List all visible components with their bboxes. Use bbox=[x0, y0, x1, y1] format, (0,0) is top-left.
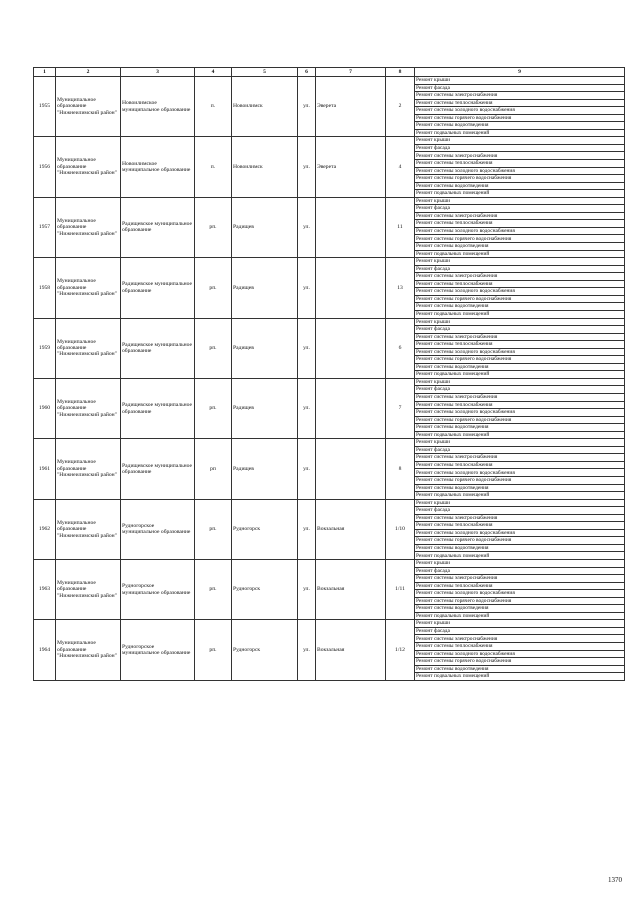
house-number-cell: 8 bbox=[386, 439, 415, 499]
street-type-cell: ул. bbox=[298, 560, 316, 620]
repair-work-cell: Ремонт фасада bbox=[415, 326, 625, 334]
header-cell-8: 8 bbox=[386, 68, 415, 77]
repair-work-cell: Ремонт крыши bbox=[415, 499, 625, 507]
repair-work-cell: Ремонт подвальных помещений bbox=[415, 190, 625, 198]
repair-work-cell: Ремонт системы холодного водоснабжения bbox=[415, 167, 625, 175]
header-row bbox=[34, 68, 625, 77]
settlement-cell: Радищевское муниципальное образование bbox=[121, 258, 195, 318]
municipal-district-cell: Муниципальное образование "Нижнеилимский район" bbox=[56, 318, 121, 378]
repair-work-cell: Ремонт системы электроснабжения bbox=[415, 212, 625, 220]
street-type-cell: ул. bbox=[298, 378, 316, 438]
repair-work-cell: Ремонт фасада bbox=[415, 386, 625, 394]
locality-cell: Радищев bbox=[232, 439, 298, 499]
repair-work-cell: Ремонт системы теплоснабжения bbox=[415, 280, 625, 288]
repair-work-cell: Ремонт системы горячего водоснабжения bbox=[415, 235, 625, 243]
settlement-cell: Новоилимское муниципальное образование bbox=[121, 77, 195, 137]
locality-type-cell: рп. bbox=[195, 620, 232, 680]
record-number-cell: 1964 bbox=[34, 620, 56, 680]
table-row bbox=[34, 499, 625, 507]
street-type-cell: ул. bbox=[298, 258, 316, 318]
repair-work-cell: Ремонт подвальных помещений bbox=[415, 492, 625, 500]
header-cell-7: 7 bbox=[316, 68, 386, 77]
locality-type-cell: рп. bbox=[195, 378, 232, 438]
repair-work-cell: Ремонт подвальных помещений bbox=[415, 552, 625, 560]
locality-cell: Радищев bbox=[232, 258, 298, 318]
header-cell-5: 5 bbox=[232, 68, 298, 77]
repair-work-cell: Ремонт системы электроснабжения bbox=[415, 333, 625, 341]
repair-work-cell: Ремонт системы горячего водоснабжения bbox=[415, 658, 625, 666]
repair-work-cell: Ремонт системы водоотведения bbox=[415, 484, 625, 492]
repair-work-cell: Ремонт системы горячего водоснабжения bbox=[415, 476, 625, 484]
repair-work-cell: Ремонт системы теплоснабжения bbox=[415, 582, 625, 590]
municipal-district-cell: Муниципальное образование "Нижнеилимский район" bbox=[56, 620, 121, 680]
repair-work-cell: Ремонт системы горячего водоснабжения bbox=[415, 356, 625, 364]
locality-cell: Рудногорск bbox=[232, 560, 298, 620]
municipal-district-cell: Муниципальное образование "Нижнеилимский район" bbox=[56, 77, 121, 137]
street-type-cell: ул. bbox=[298, 318, 316, 378]
municipal-district-cell: Муниципальное образование "Нижнеилимский район" bbox=[56, 560, 121, 620]
street-type-cell: ул. bbox=[298, 77, 316, 137]
repair-work-cell: Ремонт крыши bbox=[415, 137, 625, 145]
house-number-cell: 1/10 bbox=[386, 499, 415, 559]
repair-work-cell: Ремонт крыши bbox=[415, 77, 625, 85]
repair-work-cell: Ремонт системы электроснабжения bbox=[415, 575, 625, 583]
header-cell-4: 4 bbox=[195, 68, 232, 77]
repair-work-cell: Ремонт системы теплоснабжения bbox=[415, 341, 625, 349]
record-number-cell: 1962 bbox=[34, 499, 56, 559]
municipal-district-cell: Муниципальное образование "Нижнеилимский район" bbox=[56, 378, 121, 438]
house-number-cell: 6 bbox=[386, 318, 415, 378]
locality-cell: Радищев bbox=[232, 378, 298, 438]
house-number-cell: 13 bbox=[386, 258, 415, 318]
repair-work-cell: Ремонт крыши bbox=[415, 620, 625, 628]
street-cell: Эверета bbox=[316, 77, 386, 137]
repair-work-cell: Ремонт системы горячего водоснабжения bbox=[415, 537, 625, 545]
street-cell: Вокзальная bbox=[316, 499, 386, 559]
table-row bbox=[34, 197, 625, 205]
header-cell-9: 9 bbox=[415, 68, 625, 77]
repair-work-cell: Ремонт подвальных помещений bbox=[415, 310, 625, 318]
house-number-cell: 1/12 bbox=[386, 620, 415, 680]
repair-work-cell: Ремонт системы электроснабжения bbox=[415, 393, 625, 401]
repair-work-cell: Ремонт системы водоотведения bbox=[415, 424, 625, 432]
repair-work-cell: Ремонт системы теплоснабжения bbox=[415, 461, 625, 469]
locality-cell: Радищев bbox=[232, 318, 298, 378]
repair-work-cell: Ремонт системы горячего водоснабжения bbox=[415, 416, 625, 424]
repair-work-cell: Ремонт системы электроснабжения bbox=[415, 273, 625, 281]
record-number-cell: 1956 bbox=[34, 137, 56, 197]
repair-work-cell: Ремонт подвальных помещений bbox=[415, 612, 625, 620]
record-number-cell: 1958 bbox=[34, 258, 56, 318]
locality-type-cell: рп. bbox=[195, 499, 232, 559]
locality-type-cell: п. bbox=[195, 77, 232, 137]
repair-work-cell: Ремонт системы холодного водоснабжения bbox=[415, 107, 625, 115]
repair-register-table bbox=[33, 67, 625, 681]
repair-work-cell: Ремонт крыши bbox=[415, 258, 625, 266]
municipal-district-cell: Муниципальное образование "Нижнеилимский район" bbox=[56, 258, 121, 318]
repair-work-cell: Ремонт системы холодного водоснабжения bbox=[415, 288, 625, 296]
house-number-cell: 11 bbox=[386, 197, 415, 257]
locality-cell: Рудногорск bbox=[232, 499, 298, 559]
repair-work-cell: Ремонт системы холодного водоснабжения bbox=[415, 650, 625, 658]
table-row bbox=[34, 378, 625, 386]
repair-work-cell: Ремонт системы теплоснабжения bbox=[415, 99, 625, 107]
repair-work-cell: Ремонт системы холодного водоснабжения bbox=[415, 348, 625, 356]
record-number-cell: 1963 bbox=[34, 560, 56, 620]
record-number-cell: 1957 bbox=[34, 197, 56, 257]
table-row bbox=[34, 137, 625, 145]
repair-work-cell: Ремонт фасада bbox=[415, 567, 625, 575]
locality-type-cell: рп. bbox=[195, 560, 232, 620]
repair-work-cell: Ремонт крыши bbox=[415, 197, 625, 205]
repair-work-cell: Ремонт системы горячего водоснабжения bbox=[415, 175, 625, 183]
repair-work-cell: Ремонт системы водоотведения bbox=[415, 665, 625, 673]
street-type-cell: ул. bbox=[298, 620, 316, 680]
table-row bbox=[34, 560, 625, 568]
repair-work-cell: Ремонт системы горячего водоснабжения bbox=[415, 114, 625, 122]
record-number-cell: 1959 bbox=[34, 318, 56, 378]
repair-work-cell: Ремонт системы холодного водоснабжения bbox=[415, 590, 625, 598]
repair-work-cell: Ремонт крыши bbox=[415, 378, 625, 386]
repair-work-cell: Ремонт системы электроснабжения bbox=[415, 514, 625, 522]
house-number-cell: 2 bbox=[386, 77, 415, 137]
settlement-cell: Радищевское муниципальное образование bbox=[121, 439, 195, 499]
municipal-district-cell: Муниципальное образование "Нижнеилимский район" bbox=[56, 197, 121, 257]
house-number-cell: 1/11 bbox=[386, 560, 415, 620]
record-number-cell: 1960 bbox=[34, 378, 56, 438]
repair-work-cell: Ремонт системы горячего водоснабжения bbox=[415, 295, 625, 303]
house-number-cell: 7 bbox=[386, 378, 415, 438]
repair-work-cell: Ремонт подвальных помещений bbox=[415, 673, 625, 681]
page-number: 1370 bbox=[608, 876, 622, 884]
header-cell-2: 2 bbox=[56, 68, 121, 77]
repair-work-cell: Ремонт системы водоотведения bbox=[415, 182, 625, 190]
street-type-cell: ул. bbox=[298, 439, 316, 499]
settlement-cell: Рудногорское муниципальное образование bbox=[121, 499, 195, 559]
repair-work-cell: Ремонт системы теплоснабжения bbox=[415, 401, 625, 409]
record-number-cell: 1955 bbox=[34, 77, 56, 137]
repair-work-cell: Ремонт подвальных помещений bbox=[415, 129, 625, 137]
repair-work-cell: Ремонт системы водоотведения bbox=[415, 243, 625, 251]
locality-type-cell: рп. bbox=[195, 258, 232, 318]
repair-work-cell: Ремонт фасада bbox=[415, 265, 625, 273]
repair-work-cell: Ремонт системы теплоснабжения bbox=[415, 643, 625, 651]
locality-cell: Новоилимск bbox=[232, 137, 298, 197]
street-cell: Вокзальная bbox=[316, 560, 386, 620]
repair-work-cell: Ремонт системы водоотведения bbox=[415, 605, 625, 613]
repair-work-cell: Ремонт подвальных помещений bbox=[415, 371, 625, 379]
repair-work-cell: Ремонт системы электроснабжения bbox=[415, 635, 625, 643]
settlement-cell: Радищевское муниципальное образование bbox=[121, 378, 195, 438]
repair-work-cell: Ремонт системы холодного водоснабжения bbox=[415, 529, 625, 537]
repair-work-cell: Ремонт системы холодного водоснабжения bbox=[415, 227, 625, 235]
municipal-district-cell: Муниципальное образование "Нижнеилимский район" bbox=[56, 439, 121, 499]
locality-type-cell: рп. bbox=[195, 318, 232, 378]
street-type-cell: ул. bbox=[298, 197, 316, 257]
repair-work-cell: Ремонт системы горячего водоснабжения bbox=[415, 597, 625, 605]
repair-work-cell: Ремонт системы водоотведения bbox=[415, 303, 625, 311]
house-number-cell: 4 bbox=[386, 137, 415, 197]
settlement-cell: Радищевское муниципальное образование bbox=[121, 197, 195, 257]
repair-work-cell: Ремонт системы электроснабжения bbox=[415, 92, 625, 100]
repair-work-cell: Ремонт фасада bbox=[415, 205, 625, 213]
locality-cell: Новоилимск bbox=[232, 77, 298, 137]
settlement-cell: Рудногорское муниципальное образование bbox=[121, 560, 195, 620]
locality-type-cell: рп bbox=[195, 439, 232, 499]
repair-work-cell: Ремонт системы холодного водоснабжения bbox=[415, 409, 625, 417]
repair-work-cell: Ремонт подвальных помещений bbox=[415, 431, 625, 439]
street-type-cell: ул. bbox=[298, 499, 316, 559]
repair-work-cell: Ремонт фасада bbox=[415, 507, 625, 515]
street-cell bbox=[316, 258, 386, 318]
repair-work-cell: Ремонт крыши bbox=[415, 318, 625, 326]
table-row bbox=[34, 439, 625, 447]
repair-work-cell: Ремонт системы теплоснабжения bbox=[415, 522, 625, 530]
municipal-district-cell: Муниципальное образование "Нижнеилимский район" bbox=[56, 499, 121, 559]
header-cell-3: 3 bbox=[121, 68, 195, 77]
table-row bbox=[34, 318, 625, 326]
street-cell bbox=[316, 439, 386, 499]
header-cell-1: 1 bbox=[34, 68, 56, 77]
table-row bbox=[34, 77, 625, 85]
repair-work-cell: Ремонт фасада bbox=[415, 84, 625, 92]
repair-work-cell: Ремонт системы водоотведения bbox=[415, 122, 625, 130]
record-number-cell: 1961 bbox=[34, 439, 56, 499]
repair-work-cell: Ремонт фасада bbox=[415, 446, 625, 454]
repair-work-cell: Ремонт фасада bbox=[415, 627, 625, 635]
street-cell bbox=[316, 378, 386, 438]
locality-type-cell: п. bbox=[195, 137, 232, 197]
repair-work-cell: Ремонт системы теплоснабжения bbox=[415, 220, 625, 228]
table-row bbox=[34, 258, 625, 266]
street-cell bbox=[316, 318, 386, 378]
repair-work-cell: Ремонт крыши bbox=[415, 560, 625, 568]
repair-work-cell: Ремонт подвальных помещений bbox=[415, 250, 625, 258]
repair-work-cell: Ремонт крыши bbox=[415, 439, 625, 447]
repair-work-cell: Ремонт системы электроснабжения bbox=[415, 454, 625, 462]
street-type-cell: ул. bbox=[298, 137, 316, 197]
settlement-cell: Радищевское муниципальное образование bbox=[121, 318, 195, 378]
locality-cell: Радищев bbox=[232, 197, 298, 257]
settlement-cell: Рудногорское муниципальное образование bbox=[121, 620, 195, 680]
locality-type-cell: рп. bbox=[195, 197, 232, 257]
header-cell-6: 6 bbox=[298, 68, 316, 77]
register-body bbox=[34, 77, 625, 681]
street-cell: Вокзальная bbox=[316, 620, 386, 680]
municipal-district-cell: Муниципальное образование "Нижнеилимский район" bbox=[56, 137, 121, 197]
repair-work-cell: Ремонт системы электроснабжения bbox=[415, 152, 625, 160]
repair-work-cell: Ремонт системы теплоснабжения bbox=[415, 160, 625, 168]
settlement-cell: Новоилимское муниципальное образование bbox=[121, 137, 195, 197]
locality-cell: Рудногорск bbox=[232, 620, 298, 680]
repair-work-cell: Ремонт системы водоотведения bbox=[415, 544, 625, 552]
repair-work-cell: Ремонт фасада bbox=[415, 144, 625, 152]
street-cell bbox=[316, 197, 386, 257]
table-row bbox=[34, 620, 625, 628]
repair-work-cell: Ремонт системы холодного водоснабжения bbox=[415, 469, 625, 477]
street-cell: Эверета bbox=[316, 137, 386, 197]
repair-work-cell: Ремонт системы водоотведения bbox=[415, 363, 625, 371]
